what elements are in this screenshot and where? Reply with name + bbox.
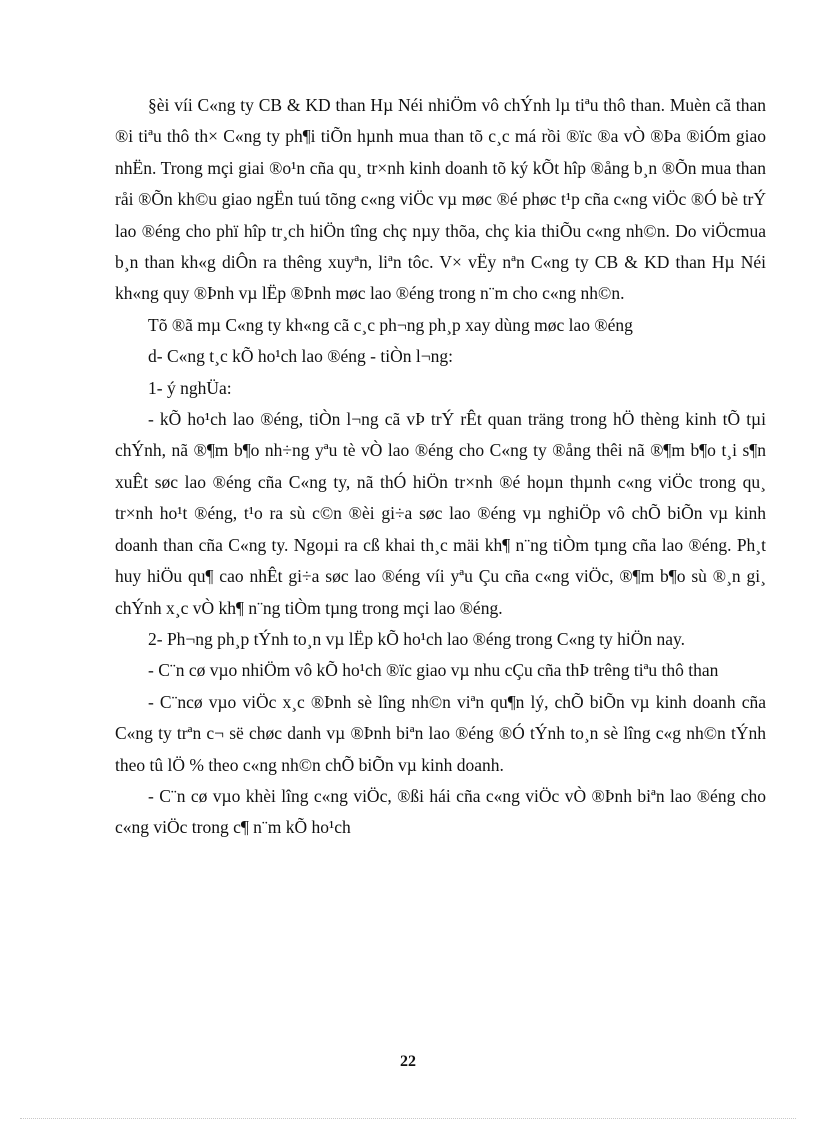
bullet-item-2: - C¨ncø vµo viÖc x¸c ®Þnh sè lîng nh©n viªn qu¶n lý, chÕ biÕn vµ kinh doanh cña C«ng ty trªn c¬ së chøc danh vµ ®Þnh biªn lao ®éng ®Ó tÝnh to¸n sè lîng c«g nh©n tÝnh theo tû lÖ % theo c«ng nh©n chÕ biÕn vµ kinh doanh. — [115, 691, 766, 775]
paragraph-2: Tõ ®ã mµ C«ng ty kh«ng cã c¸c ph¬ng ph¸p xay dùng møc lao ®éng — [148, 314, 633, 335]
page-bottom-divider — [20, 1118, 796, 1119]
subheading-meaning: 1- ý nghÜa: — [148, 377, 232, 398]
subheading-method: 2- Ph¬ng ph¸p tÝnh to¸n vµ lËp kÕ ho¹ch lao ®éng trong C«ng ty hiÖn nay. — [148, 628, 686, 649]
page-number: 22 — [400, 1053, 416, 1070]
bullet-item-3: - C¨n cø vµo khèi lîng c«ng viÖc, ®ßi hái cña c«ng viÖc vÒ ®Þnh biªn lao ®éng cho c«ng viÖc trong c¶ n¨m kÕ ho¹ch — [115, 785, 766, 838]
section-heading-d: d- C«ng t¸c kÕ ho¹ch lao ®éng - tiÒn l¬ng: — [148, 346, 453, 367]
bullet-item-1: - C¨n cø vµo nhiÖm vô kÕ ho¹ch ®ïc giao vµ nhu cÇu cña thÞ trêng tiªu thô than — [148, 660, 719, 681]
paragraph-1: §èi víi C«ng ty CB & KD than Hµ Néi nhiÖm vô chÝnh lµ tiªu thô than. Muèn cã than ®i tiªu thô th× C«ng ty ph¶i tiÕn hµnh mua than tõ c¸c má rồi ®ïc ®a vÒ ®Þa ®iÓm giao nhËn. Trong mçi giai ®o¹n cña qu¸ tr×nh kinh doanh tõ ký kÕt hîp ®ång b¸n ®Õn mua than råi ®Õn kh©u giao ngËn tuú tõng c«ng viÖc vµ møc ®é phøc t¹p cña c«ng viÖc ®Ó bè trÝ lao ®éng cho phï hîp tr¸ch hiÖn tîng chç nµy thõa, chç kia thiÕu c«ng nh©n. Do viÖcmua b¸n than kh«g diÔn ra thêng xuyªn, liªn tôc. V× vËy nªn C«ng ty CB & KD than Hµ Néi kh«ng quy ®Þnh vµ lËp ®Þnh møc lao ®éng trong n¨m cho c«ng nh©n. — [115, 95, 766, 304]
document-body — [115, 90, 766, 844]
paragraph-3: - kÕ ho¹ch lao ®éng, tiÒn l¬ng cã vÞ trÝ rÊt quan träng trong hÖ thèng kinh tÕ tµi chÝnh, nã ®¶m b¶o nh÷ng yªu tè vÒ lao ®éng cho C«ng ty ®ång thêi nã ®¶m b¶o t¸i s¶n xuÊt søc lao ®éng cña C«ng ty, nã thÓ hiÖn tr×nh ®é hoµn thµnh c«ng viÖc trong qu¸ tr×nh ho¹t ®éng, t¹o ra sù c©n ®èi gi÷a søc lao ®éng vµ nghiÖp vô chÕ biÕn vµ kinh doanh than cña C«ng ty. Ngoµi ra cß khai th¸c mäi kh¶ n¨ng tiÒm tµng cña lao ®éng. Ph¸t huy hiÖu qu¶ cao nhÊt gi÷a søc lao ®éng víi yªu Çu cña c«ng viÖc, ®¶m b¶o sù ®¸n gi¸ chÝnh x¸c vÒ kh¶ n¨ng tiÒm tµng trong mçi lao ®éng. — [115, 409, 766, 618]
